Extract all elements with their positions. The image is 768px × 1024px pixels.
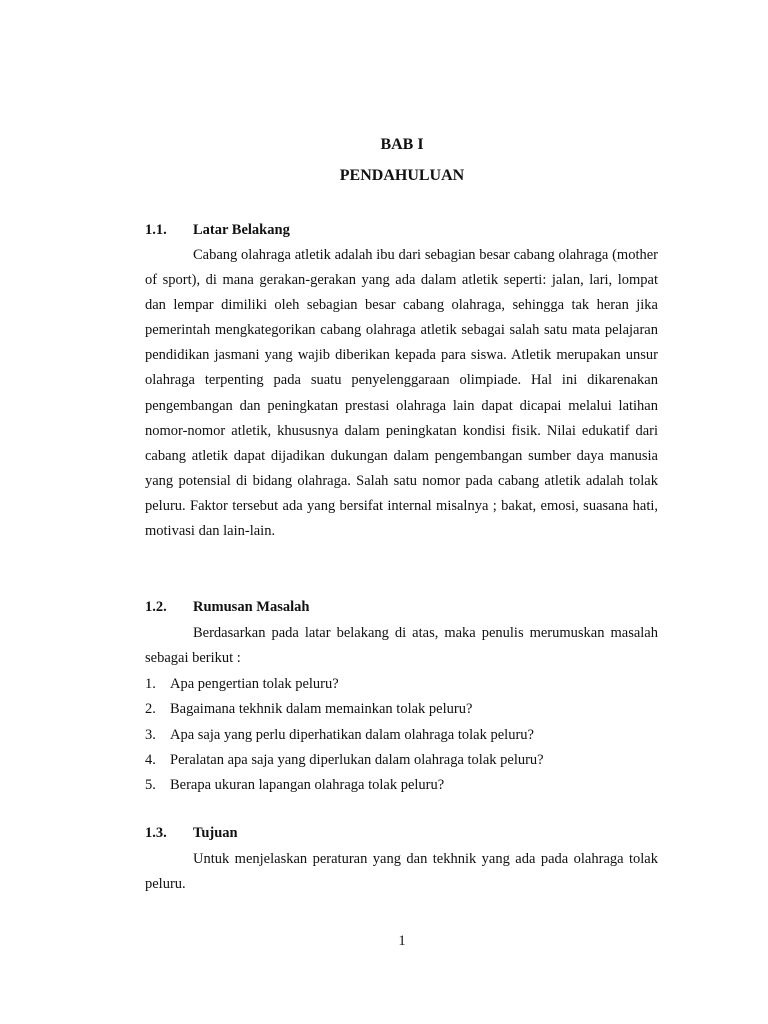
section-title: Tujuan bbox=[193, 825, 238, 841]
chapter-title: PENDAHULUAN bbox=[339, 167, 465, 184]
section-number: 1.2. bbox=[145, 599, 167, 615]
problem-list bbox=[145, 672, 658, 798]
section-heading-rumusan-masalah bbox=[145, 599, 309, 616]
list-item: 2. Bagaimana tekhnik dalam memainkan tolak peluru? bbox=[145, 701, 473, 718]
section-heading-latar-belakang bbox=[145, 222, 290, 239]
list-item: 3. Apa saja yang perlu diperhatikan dalam olahraga tolak peluru? bbox=[145, 726, 534, 743]
page-number: 1 bbox=[398, 933, 406, 949]
section-paragraph-rumusan-masalah: Berdasarkan pada latar belakang di atas, maka penulis merumuskan masalah sebagai berikut : bbox=[145, 625, 658, 667]
section-number: 1.3. bbox=[145, 825, 167, 841]
list-item: 1. Apa pengertian tolak peluru? bbox=[145, 676, 339, 692]
section-number: 1.1. bbox=[145, 222, 167, 238]
section-paragraph-latar-belakang: Cabang olahraga atletik adalah ibu dari sebagian besar cabang olahraga (mother of sport), di mana gerakan-gerakan yang ada dalam atletik seperti: jalan, lari, lompat dan lempar dimiliki oleh sebagian besar cabang olahraga, sehingga tak heran jika pemerintah mengkategorikan cabang olahraga atletik sebagai salah satu mata pelajaran pendidikan jasmani yang wajib diberikan kepada para siswa. Atletik merupakan unsur olahraga terpenting pada suatu penyelenggaraan olimpiade. Hal ini dikarenakan pengembangan dan peningkatan prestasi olahraga lain dapat dicapai melalui latihan nomor-nomor atletik, khususnya dalam peningkatan kondisi fisik. Nilai edukatif dari cabang atletik dapat dijadikan dukungan dalam pengembangan sumber daya manusia yang potensial di bidang olahraga. Salah satu nomor pada cabang atletik adalah tolak peluru. Faktor tersebut ada yang bersifat internal misalnya ; bakat, emosi, suasana hati, motivasi dan lain-lain. bbox=[145, 247, 658, 540]
section-title: Rumusan Masalah bbox=[193, 599, 310, 615]
chapter-number: BAB I bbox=[380, 136, 424, 153]
section-heading-tujuan bbox=[145, 825, 238, 842]
list-item: 4. Peralatan apa saja yang diperlukan dalam olahraga tolak peluru? bbox=[145, 751, 544, 768]
section-paragraph-tujuan: Untuk menjelaskan peraturan yang dan tekhnik yang ada pada olahraga tolak peluru. bbox=[145, 851, 658, 893]
section-title: Latar Belakang bbox=[193, 222, 290, 238]
list-item: 5. Berapa ukuran lapangan olahraga tolak peluru? bbox=[145, 777, 445, 794]
